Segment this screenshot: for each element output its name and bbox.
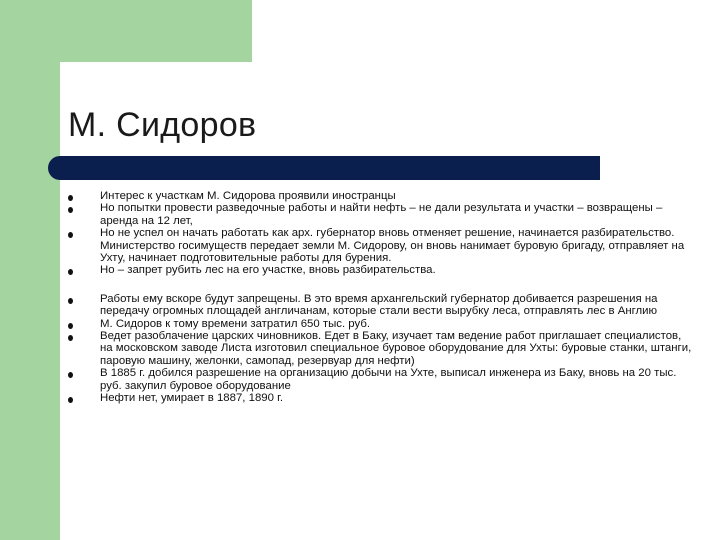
bullet-item	[66, 318, 696, 330]
slide-title: М. Сидоров	[68, 106, 257, 144]
bullet-dot-icon	[68, 372, 73, 378]
bullet-text: Нефти нет, умирает в 1887, 1890 г.	[100, 392, 284, 405]
bullet-text: Интерес к участкам М. Сидорова проявили иностранцы	[100, 190, 396, 202]
decorative-green-sidebar	[0, 0, 60, 540]
bullet-item	[66, 293, 696, 318]
bullet-text: М. Сидоров к тому времени затратил 650 тыс. руб.	[100, 317, 371, 330]
bullet-item	[66, 190, 696, 202]
bullet-item	[66, 367, 696, 392]
title-underline-bar	[60, 156, 600, 180]
bullet-dot-icon	[68, 298, 73, 304]
bullet-list	[66, 190, 696, 405]
bullet-dot-icon	[68, 335, 73, 341]
bullet-dot-icon	[68, 232, 73, 238]
bullet-text: Ведет разоблачение царских чиновников. Едет в Баку, изучает там ведение работ приглашает специалистов, на московском заводе Листа изготовил специальное буровое оборудование для Ухты: буровые станки, штанги, паровую машину, желонки, самопад, резервуар для нефти)	[100, 330, 692, 367]
bullet-text: Работы ему вскоре будут запрещены. В это время архангельский губернатор добивается разрешения на передачу огромных площадей англичанам, которые стали вести вырубку леса, отправлять лес в Англию	[100, 292, 658, 318]
bullet-text: Но – запрет рубить лес на его участке, вновь разбирательства.	[100, 264, 436, 277]
bullet-item	[66, 330, 696, 367]
bullet-text: Но не успел он начать работать как арх. губернатор вновь отменяет решение, начинается разбирательство. Министерство госимуществ передает земли М. Сидорову, он вновь нанимает буровую бригаду, отправляет на Ухту, начинает подготовительные работы для бурения.	[100, 227, 685, 265]
bullet-dot-icon	[68, 207, 73, 213]
bullet-text: Но попытки провести разведочные работы и найти нефть – не дали результата и участки – возвращены – аренда на 12 лет,	[100, 202, 663, 227]
bullet-item	[66, 202, 696, 227]
bullet-dot-icon	[68, 269, 73, 275]
bullet-dot-icon	[68, 195, 73, 201]
bullet-dot-icon	[68, 323, 73, 329]
bullet-item	[66, 392, 696, 404]
bullet-item	[66, 227, 696, 264]
bullet-text: В 1885 г. добился разрешение на организацию добычи на Ухте, выписал инженера из Баку, вновь на 20 тыс. руб. закупил буровое оборудование	[100, 367, 677, 392]
bullet-dot-icon	[68, 397, 73, 403]
decorative-corner	[60, 62, 100, 102]
bullet-item	[66, 264, 696, 276]
